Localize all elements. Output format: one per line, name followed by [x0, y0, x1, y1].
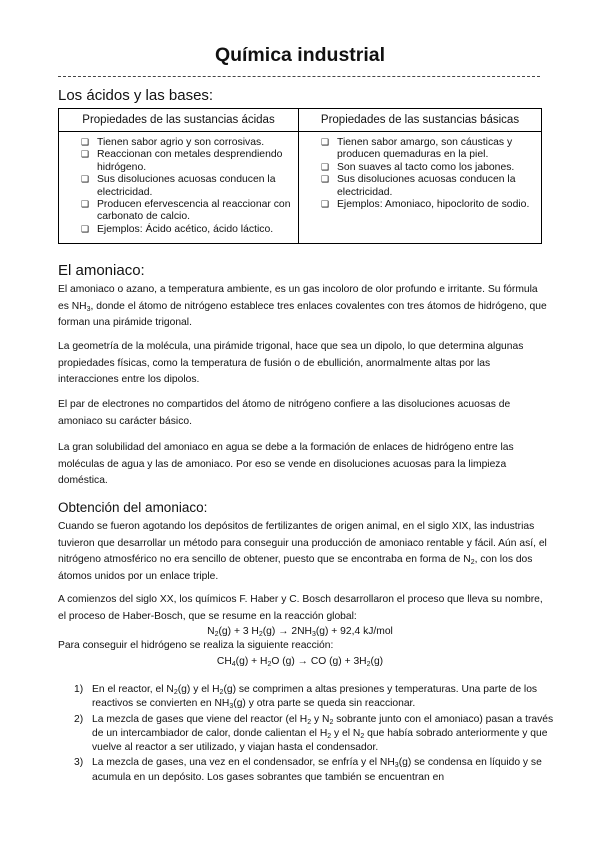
list-item: 2) La mezcla de gases que viene del reactor (el $H_2$ y $N_2$ sobrante junto con el amoniaco) pasan a través de un intercambiador de calor, donde calientan el $H_2$ y el $N_2$ que había sobrado anteriormente y que vuelve al reactor a ser utilizado, y viajan hasta el condensador. [74, 713, 554, 754]
list-item: ❑ Tienen sabor agrio y son corrosivas. [97, 137, 292, 149]
ammonia-paragraph-2: La geometría de la molécula, una pirámide trigonal, hace que sea un dipolo, lo que determina algunas propiedades físicas, como la temperatura de fusión o de ebullición, anormalmente altas por las interacciones entre los dipolos. [58, 341, 524, 385]
table-header-bases: Propiedades de las sustancias básicas [299, 109, 542, 132]
base-properties-cell [299, 132, 542, 244]
section-heading-acids-bases: Los ácidos y las bases: [58, 87, 214, 104]
list-item: ❑ Reaccionan con metales desprendiendo hidrógeno. [97, 149, 292, 174]
list-item: 3) La mezcla de gases, una vez en el condensador, se enfría y el $NH_3(g)$ se condensa en líquido y se acumula en un depósito. Los gases sobrantes que también se encuentran en [74, 757, 542, 783]
list-item: ❑ Producen efervescencia al reaccionar con carbonato de calcio. [97, 199, 292, 224]
ammonia-paragraph-4: La gran solubilidad del amoniaco en agua se debe a la formación de enlaces de hidrógeno entre las moléculas de agua y las de amoniaco. Por eso se vende en disoluciones acuosas para la limpieza doméstica. [58, 442, 514, 486]
section-heading-ammonia: El amoniaco: [58, 262, 145, 279]
table-header-row [59, 109, 542, 132]
title-divider [58, 76, 540, 77]
acid-properties-list [59, 137, 298, 236]
list-item: ❑ Tienen sabor amargo, son cáusticas y producen quemaduras en la piel. [337, 137, 535, 162]
obtention-paragraph-2: A comienzos del siglo XX, los químicos F. Haber y C. Bosch desarrollaron el proceso que lleva su nombre, el proceso de Haber-Bosch, que se resume en la reacción global: [58, 594, 543, 622]
list-item: ❑ Son suaves al tacto como los jabones. [337, 162, 535, 174]
haber-bosch-equation: $N_2(g) + 3$ $H_2(g) \to 2NH_3(g) + 92,4$ kJ/mol [207, 626, 393, 638]
base-properties-list [299, 137, 541, 211]
hydrogen-equation: $CH_4(g) + H_2O$ (g) → CO $(g) + 3H_2(g)$ [216, 656, 384, 668]
list-item: ❑ Ejemplos: Ácido acético, ácido láctico. [97, 224, 292, 236]
ammonia-paragraph-3: El par de electrones no compartidos del átomo de nitrógeno confiere a las disoluciones acuosas de amoniaco su carácter básico. [58, 399, 511, 427]
section-heading-obtention: Obtención del amoniaco: [58, 500, 208, 515]
list-item: ❑ Sus disoluciones acuosas conducen la electricidad. [337, 174, 535, 199]
table-header-acids: Propiedades de las sustancias ácidas [59, 109, 299, 132]
list-item: ❑ Sus disoluciones acuosas conducen la electricidad. [97, 174, 292, 199]
obtention-paragraph-3: Para conseguir el hidrógeno se realiza la siguiente reacción: [58, 640, 334, 651]
table-row [59, 132, 542, 244]
acid-properties-cell [59, 132, 299, 244]
properties-table [58, 108, 542, 244]
list-item: 1) En el reactor, el $N_2(g)$ y el $H_2(g)$ se comprimen a altas presiones y temperaturas. Una parte de los reactivos se convierten en $NH_3(g)$ y otra parte se queda sin reaccionar. [74, 684, 538, 711]
list-item: ❑ Ejemplos: Amoniaco, hipoclorito de sodio. [337, 199, 535, 211]
ammonia-paragraph-1: El amoniaco o azano, a temperatura ambiente, es un gas incoloro de olor profundo e irritante. Su fórmula es $NH_3$, donde el átomo de nitrógeno establece tres enlaces covalentes con tres átomos de hidrógeno, que forman una pirámide trigonal. [58, 284, 547, 328]
obtention-paragraph-1: Cuando se fueron agotando los depósitos de fertilizantes de origen animal, en el siglo XIX, las industrias tuvieron que desarrollar un método para conseguir una producción de amoniaco rentable y fácil. Aún así, el nitrógeno atmosférico no era sencillo de obtener, puesto que se encontraba en forma de $N_2$, con los dos átomos unidos por un enlace triple. [58, 521, 547, 582]
process-steps-list [58, 683, 562, 786]
page-title: Química industrial [214, 44, 386, 66]
